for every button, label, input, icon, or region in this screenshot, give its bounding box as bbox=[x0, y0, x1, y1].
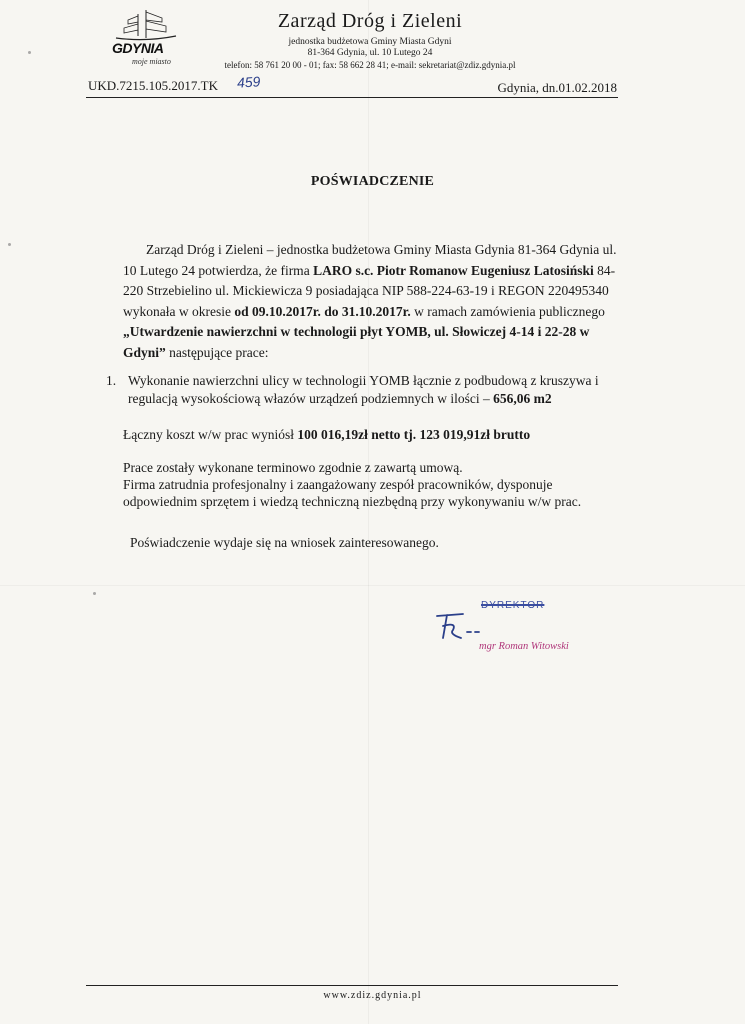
logo-wordmark: GDYNIA bbox=[112, 40, 164, 56]
organization-name: Zarząd Dróg i Zieleni bbox=[277, 10, 463, 32]
stamp-name: mgr Roman Witowski bbox=[479, 641, 569, 652]
paper-speck bbox=[8, 243, 11, 246]
signature-scribble bbox=[433, 610, 493, 642]
list-item-text: Wykonanie nawierzchni ulicy w technologii YOMB łącznie z podbudową z kruszywa i regulacją wysokościową włazów urządzeń podziemnych w ilości – bbox=[128, 373, 599, 406]
company-name: LARO s.c. Piotr Romanow Eugeniusz Latosiński bbox=[313, 262, 594, 278]
org-contact-line: telefon: 58 761 20 00 - 01; fax: 58 662 28 41; e-mail: sekretariat@zdiz.gdynia.pl bbox=[224, 60, 516, 70]
footer-url: www.zdiz.gdynia.pl bbox=[323, 990, 422, 1001]
certificate-paragraph bbox=[123, 240, 628, 363]
reference-number: UKD.7215.105.2017.TK bbox=[88, 78, 218, 93]
paragraph-text: Zarząd Dróg i Zieleni – jednostka budżetowa Gminy Miasta Gdynia 81-364 Gdynia ul. 10 Lutego 24 potwierdza, że firma bbox=[123, 242, 617, 278]
paragraph-line: Prace zostały wykonane terminowo zgodnie z zawartą umową. bbox=[123, 460, 463, 475]
handwritten-number: 459 bbox=[236, 73, 261, 91]
org-address-line: 81-364 Gdynia, ul. 10 Lutego 24 bbox=[307, 48, 433, 58]
performance-paragraph bbox=[123, 459, 628, 510]
org-status-line: jednostka budżetowa Gminy Miasta Gdyni bbox=[288, 37, 452, 47]
paragraph-text: następujące prace: bbox=[165, 344, 269, 360]
paragraph-text: 84-220 Strzebielino ul. Mickiewicza 9 posiadająca NIP 588-224-63-19 i REGON 220495340 wykonała w okresie bbox=[123, 262, 616, 319]
document-title: POŚWIADCZENIE bbox=[310, 174, 435, 189]
paragraph-line: Firma zatrudnia profesjonalny i zaangażowany zespół pracowników, dysponuje odpowiednim sprzętem i wiedzą techniczną niezbędną przy wykonywaniu w/w prac. bbox=[123, 477, 582, 509]
stamp-title: DYREKTOR bbox=[481, 600, 545, 611]
paper-speck bbox=[28, 51, 31, 54]
cost-label: Łączny koszt w/w prac wyniósł bbox=[123, 427, 298, 442]
list-number: 1. bbox=[106, 373, 117, 388]
total-cost bbox=[123, 427, 643, 443]
contract-name: „Utwardzenie nawierzchni w technologii płyt YOMB, ul. Słowiczej 4-14 i 22-28 w Gdyni” bbox=[123, 324, 590, 360]
header-divider bbox=[86, 97, 618, 98]
closing-paragraph: Poświadczenie wydaje się na wniosek zainteresowanego. bbox=[130, 535, 439, 550]
footer-divider bbox=[86, 985, 618, 986]
logo-tagline: moje miasto bbox=[132, 57, 171, 66]
paragraph-text: w ramach zamówienia publicznego bbox=[410, 303, 605, 319]
gdynia-logo bbox=[102, 8, 190, 72]
list-item bbox=[128, 372, 628, 408]
work-quantity: 656,06 m2 bbox=[493, 391, 552, 406]
paper-speck bbox=[93, 592, 96, 595]
paper-fold-vertical bbox=[368, 0, 369, 1024]
document-date: Gdynia, dn.01.02.2018 bbox=[497, 80, 617, 95]
paper-fold-horizontal bbox=[0, 585, 745, 586]
cost-value: 100 016,19zł netto tj. 123 019,91zł brutto bbox=[297, 427, 531, 442]
work-period: od 09.10.2017r. do 31.10.2017r. bbox=[234, 303, 411, 319]
signature-stamp bbox=[433, 600, 613, 660]
